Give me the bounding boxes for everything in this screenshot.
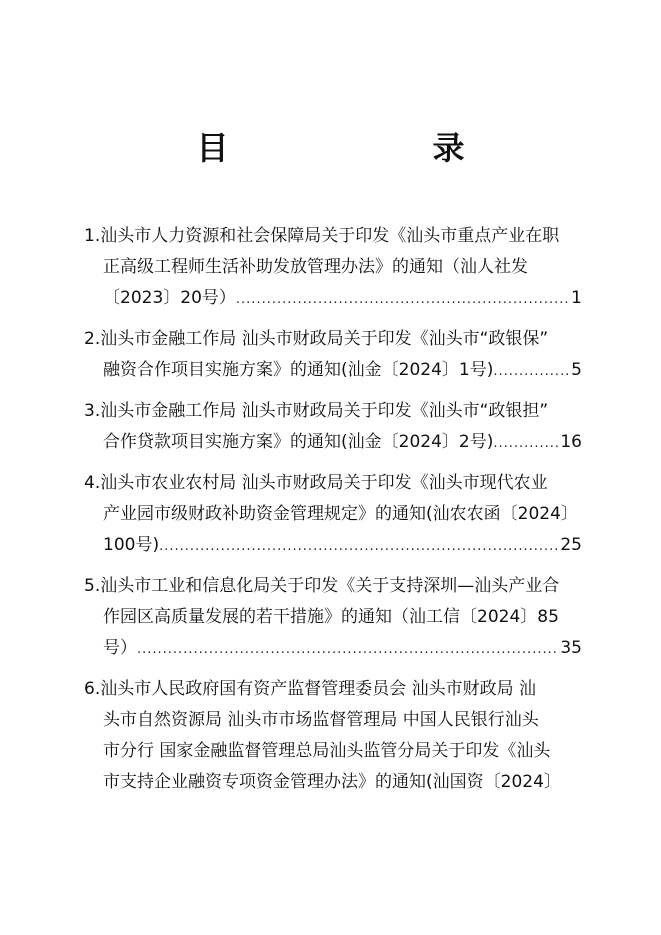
toc-entry[interactable] (84, 221, 582, 314)
table-of-contents (84, 221, 582, 798)
toc-entry-line: 作园区高质量发展的若干措施》的通知（汕工信〔2024〕85 (103, 607, 559, 627)
toc-entry[interactable] (84, 324, 582, 386)
toc-entry-line: 融资合作项目实施方案》的通知(汕金〔2024〕1号) (103, 360, 494, 380)
page-number: 1 (571, 288, 582, 308)
dot-leader (137, 634, 559, 664)
toc-entry-line: 5.汕头市工业和信息化局关于印发《关于支持深圳—汕头产业合 (84, 576, 560, 596)
toc-entry-line: 2.汕头市金融工作局 汕头市财政局关于印发《汕头市“政银保” (84, 329, 549, 349)
toc-entry-line: 产业园市级财政补助资金管理规定》的通知(汕农农函〔2024〕 (103, 504, 578, 524)
toc-entry-line: 市支持企业融资专项资金管理办法》的通知(汕国资〔2024〕 (103, 772, 561, 792)
toc-entry[interactable] (84, 674, 582, 798)
page-number: 25 (560, 535, 582, 555)
toc-entry-line: 合作贷款项目实施方案》的通知(汕金〔2024〕2号) (103, 432, 494, 452)
page-number: 35 (560, 638, 582, 658)
toc-entry-line: 6.汕头市人民政府国有资产监督管理委员会 汕头市财政局 汕 (84, 679, 537, 699)
dot-leader (493, 428, 559, 458)
toc-entry[interactable] (84, 571, 582, 664)
toc-entry-line: 1.汕头市人力资源和社会保障局关于印发《汕头市重点产业在职 (84, 226, 560, 246)
toc-entry-line: 头市自然资源局 汕头市市场监督管理局 中国人民银行汕头 (103, 710, 539, 730)
toc-entry-line: 〔2023〕20号） (103, 288, 236, 308)
toc-entry-last-line (84, 283, 582, 314)
toc-entry-line: 正高级工程师生活补助发放管理办法》的通知（汕人社发 (103, 257, 528, 277)
page-number: 16 (560, 432, 582, 452)
toc-entry-line: 号） (103, 638, 137, 658)
dot-leader (236, 284, 570, 314)
toc-entry-line: 3.汕头市金融工作局 汕头市财政局关于印发《汕头市“政银担” (84, 401, 549, 421)
dot-leader (159, 531, 559, 561)
dot-leader (493, 356, 570, 386)
page-title: 目 录 (196, 129, 551, 167)
toc-entry-line: 市分行 国家金融监督管理总局汕头监管分局关于印发《汕头 (103, 741, 551, 761)
toc-entry-last-line (84, 355, 582, 386)
toc-entry-last-line (84, 530, 582, 561)
toc-entry[interactable] (84, 468, 582, 561)
page-number: 5 (571, 360, 582, 380)
toc-entry-last-line (84, 427, 582, 458)
toc-entry-last-line (84, 633, 582, 664)
toc-entry-line: 4.汕头市农业农村局 汕头市财政局关于印发《汕头市现代农业 (84, 473, 548, 493)
toc-entry-line: 100号) (103, 535, 160, 555)
toc-entry[interactable] (84, 396, 582, 458)
